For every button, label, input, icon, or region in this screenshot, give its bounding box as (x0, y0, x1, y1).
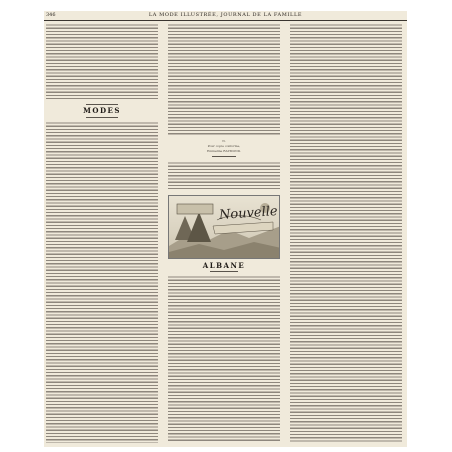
section-rule (210, 271, 238, 272)
divider (212, 156, 236, 157)
text-block (290, 23, 402, 443)
signature-initial: N. (222, 139, 226, 143)
engraving-illustration (168, 195, 280, 259)
text-block (46, 121, 158, 443)
journal-title: LA MODE ILLUSTRÉE, JOURNAL DE LA FAMILLE (148, 12, 303, 18)
text-block (46, 23, 158, 101)
magazine-page (44, 11, 407, 447)
signature-name: Emmeline RAYMOND. (207, 149, 241, 153)
column-left (46, 23, 158, 443)
page-header (44, 11, 407, 20)
section-heading-modes: MODES (83, 106, 121, 115)
page-number: 346 (46, 12, 56, 18)
text-block (168, 23, 280, 135)
illustration-title-word: Nouvelle (218, 203, 279, 224)
column-middle (168, 23, 280, 443)
section-rule (86, 117, 118, 118)
signature-line: Pour copie conforme, (207, 144, 241, 148)
text-block (168, 161, 280, 191)
section-rule (86, 104, 118, 105)
header-rule (44, 20, 407, 21)
column-right (290, 23, 402, 443)
text-block (168, 275, 280, 443)
section-heading-albane: ALBANE (202, 261, 246, 270)
